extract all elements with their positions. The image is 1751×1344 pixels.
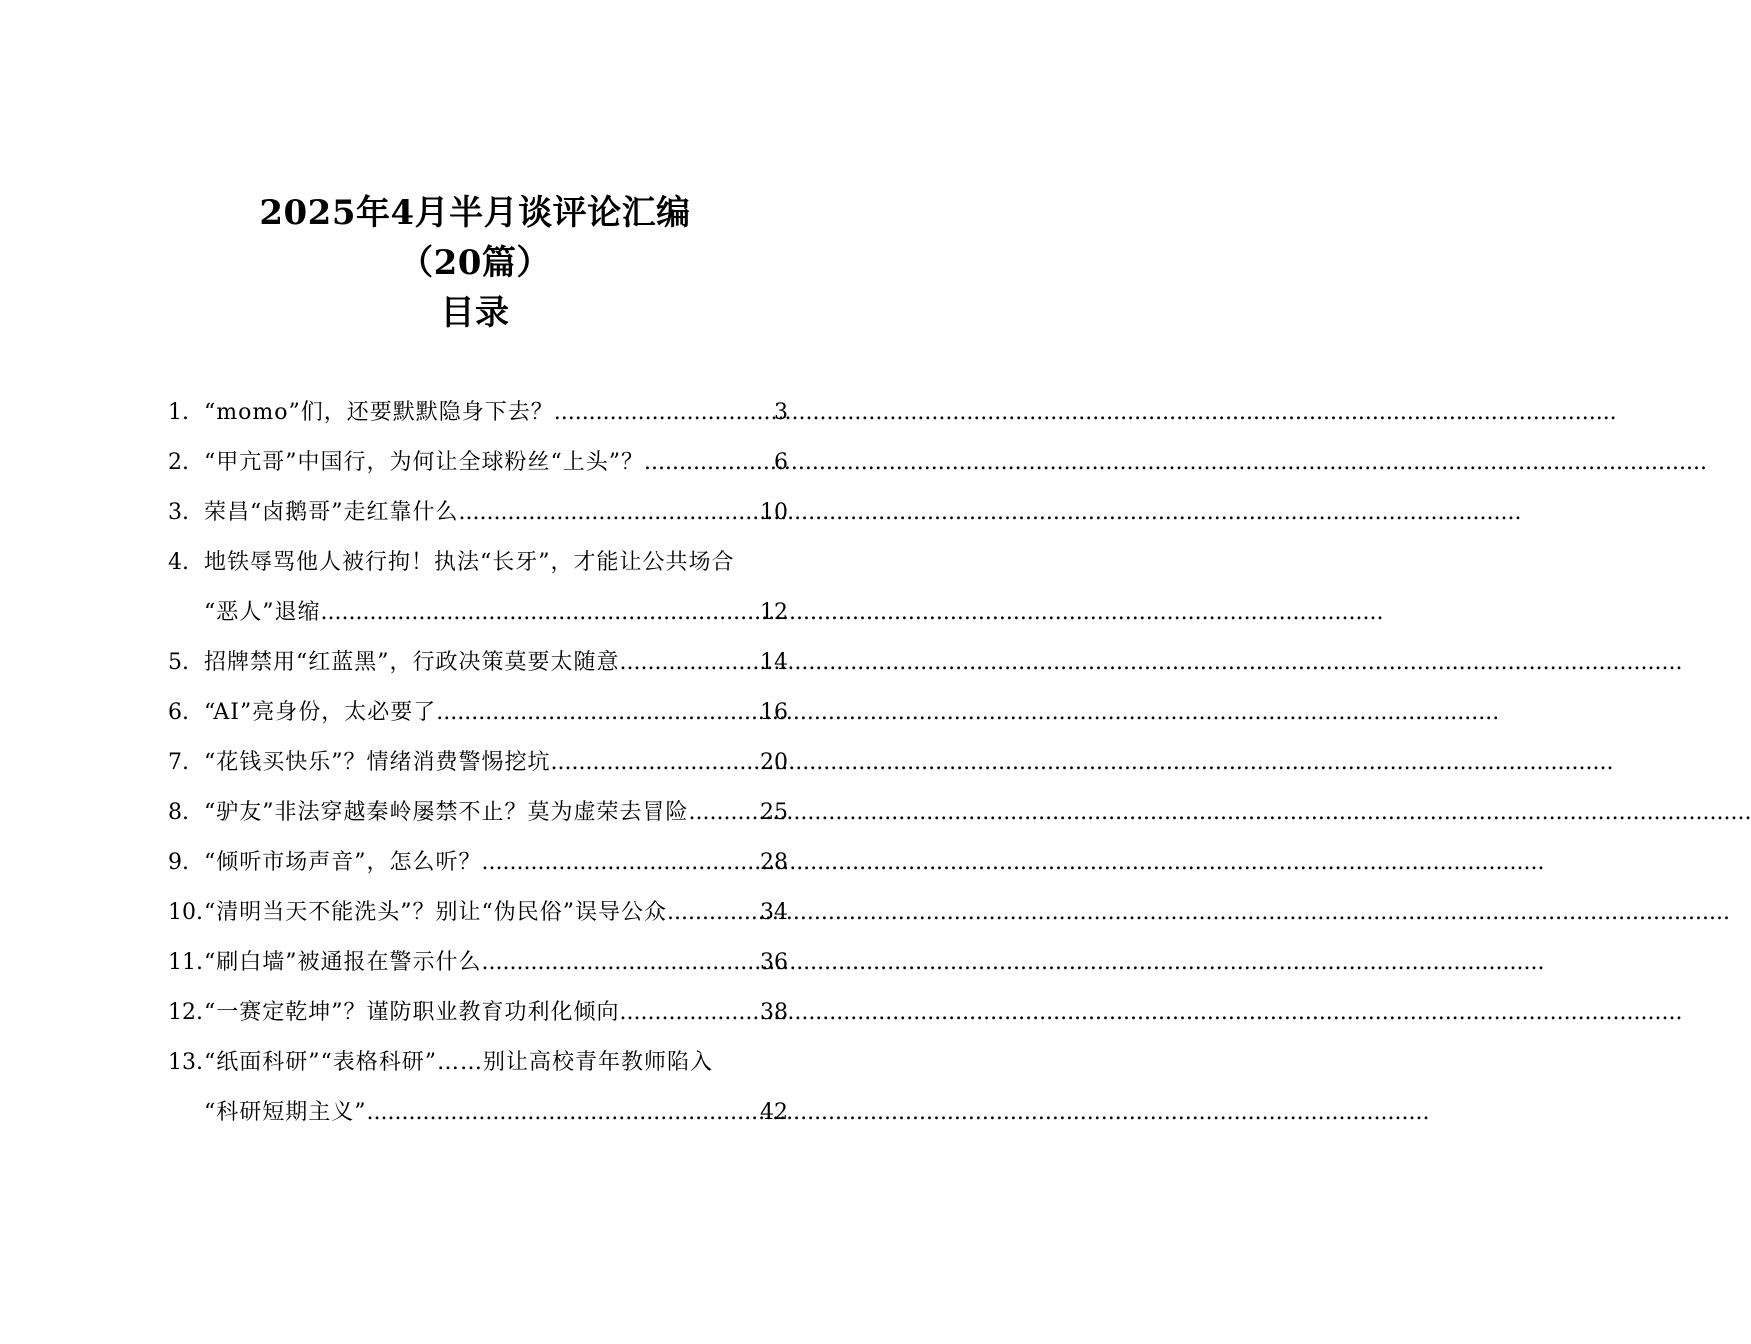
toc-leader-dots bbox=[667, 888, 760, 938]
toc-entry-number: 1. bbox=[168, 400, 189, 425]
table-of-contents bbox=[168, 388, 788, 1138]
toc-entry[interactable] bbox=[168, 538, 788, 638]
toc-leader-dots bbox=[644, 438, 774, 488]
toc-entry-number: 5. bbox=[168, 650, 189, 675]
toc-entry-number: 9. bbox=[168, 850, 189, 875]
toc-leader-dots bbox=[482, 938, 761, 988]
toc-entry-number: 12. bbox=[168, 1000, 203, 1025]
toc-entry-page: 6 bbox=[774, 450, 788, 475]
toc-entry[interactable] bbox=[168, 388, 788, 438]
toc-entry[interactable] bbox=[168, 888, 788, 938]
title-block bbox=[0, 188, 950, 338]
toc-entry-title: “倾听市场声音”，怎么听？ bbox=[204, 850, 482, 875]
toc-entry-page: 28 bbox=[760, 850, 788, 875]
toc-leader-dots bbox=[620, 988, 761, 1038]
toc-entry-page: 3 bbox=[774, 400, 788, 425]
document-title: 2025年4月半月谈评论汇编 bbox=[259, 193, 691, 233]
toc-entry[interactable] bbox=[168, 488, 788, 538]
toc-entry[interactable] bbox=[168, 788, 788, 838]
toc-leader-dots bbox=[482, 838, 761, 888]
toc-entry-title: “甲亢哥”中国行，为何让全球粉丝“上头”？ bbox=[204, 450, 644, 475]
toc-entry-page: 34 bbox=[760, 900, 788, 925]
toc-entry[interactable] bbox=[168, 688, 788, 738]
toc-entry-title: “momo”们，还要默默隐身下去？ bbox=[204, 400, 554, 425]
toc-leader-dots bbox=[689, 788, 761, 838]
toc-entry-number: 11. bbox=[168, 950, 203, 975]
toc-leader-dots bbox=[321, 588, 761, 638]
toc-entry-title: “AI”亮身份，太必要了 bbox=[204, 700, 437, 725]
toc-leader-dots bbox=[551, 738, 761, 788]
toc-entry-title-continued: “科研短期主义” bbox=[204, 1100, 367, 1125]
toc-leader-dots bbox=[459, 488, 761, 538]
toc-entry-number: 3. bbox=[168, 500, 189, 525]
toc-entry-title: “花钱买快乐”？情绪消费警惕挖坑 bbox=[204, 750, 551, 775]
toc-entry-page: 12 bbox=[760, 600, 788, 625]
toc-entry-title: “刷白墙”被通报在警示什么 bbox=[204, 950, 482, 975]
toc-entry-page: 16 bbox=[760, 700, 788, 725]
toc-entry-number: 10. bbox=[168, 900, 203, 925]
toc-entry[interactable] bbox=[168, 938, 788, 988]
toc-entry-page: 10 bbox=[760, 500, 788, 525]
toc-entry[interactable] bbox=[168, 1038, 788, 1138]
toc-entry-number: 2. bbox=[168, 450, 189, 475]
toc-leader-dots bbox=[620, 638, 761, 688]
toc-entry-number: 13. bbox=[168, 1050, 203, 1075]
toc-entry-page: 25 bbox=[760, 800, 788, 825]
toc-entry-page: 36 bbox=[760, 950, 788, 975]
toc-leader-dots bbox=[554, 388, 774, 438]
toc-entry-title: 招牌禁用“红蓝黑”，行政决策莫要太随意 bbox=[204, 650, 620, 675]
toc-entry-number: 8. bbox=[168, 800, 189, 825]
toc-entry-title: “清明当天不能洗头”？别让“伪民俗”误导公众 bbox=[204, 900, 667, 925]
toc-entry-title-continued: “恶人”退缩 bbox=[204, 600, 321, 625]
toc-entry-page: 14 bbox=[760, 650, 788, 675]
toc-entry[interactable] bbox=[168, 838, 788, 888]
toc-entry-number: 6. bbox=[168, 700, 189, 725]
toc-entry-title: 荣昌“卤鹅哥”走红靠什么 bbox=[204, 500, 459, 525]
toc-heading: 目录 bbox=[440, 293, 510, 333]
toc-entry[interactable] bbox=[168, 438, 788, 488]
toc-leader-dots bbox=[367, 1088, 761, 1138]
toc-entry-title: “纸面科研”“表格科研”……别让高校青年教师陷入 bbox=[204, 1050, 713, 1075]
document-subtitle-count: （20篇） bbox=[399, 243, 551, 283]
toc-entry[interactable] bbox=[168, 638, 788, 688]
toc-entry-title: “驴友”非法穿越秦岭屡禁不止？莫为虚荣去冒险 bbox=[204, 800, 689, 825]
toc-entry-title: “一赛定乾坤”？谨防职业教育功利化倾向 bbox=[204, 1000, 620, 1025]
toc-entry-title: 地铁辱骂他人被行拘！执法“长牙”，才能让公共场合 bbox=[204, 550, 735, 575]
toc-entry-page: 42 bbox=[760, 1100, 788, 1125]
toc-entry[interactable] bbox=[168, 738, 788, 788]
toc-entry[interactable] bbox=[168, 988, 788, 1038]
toc-entry-page: 20 bbox=[760, 750, 788, 775]
toc-entry-number: 7. bbox=[168, 750, 189, 775]
toc-entry-number: 4. bbox=[168, 550, 189, 575]
toc-leader-dots bbox=[436, 688, 760, 738]
toc-entry-page: 38 bbox=[760, 1000, 788, 1025]
